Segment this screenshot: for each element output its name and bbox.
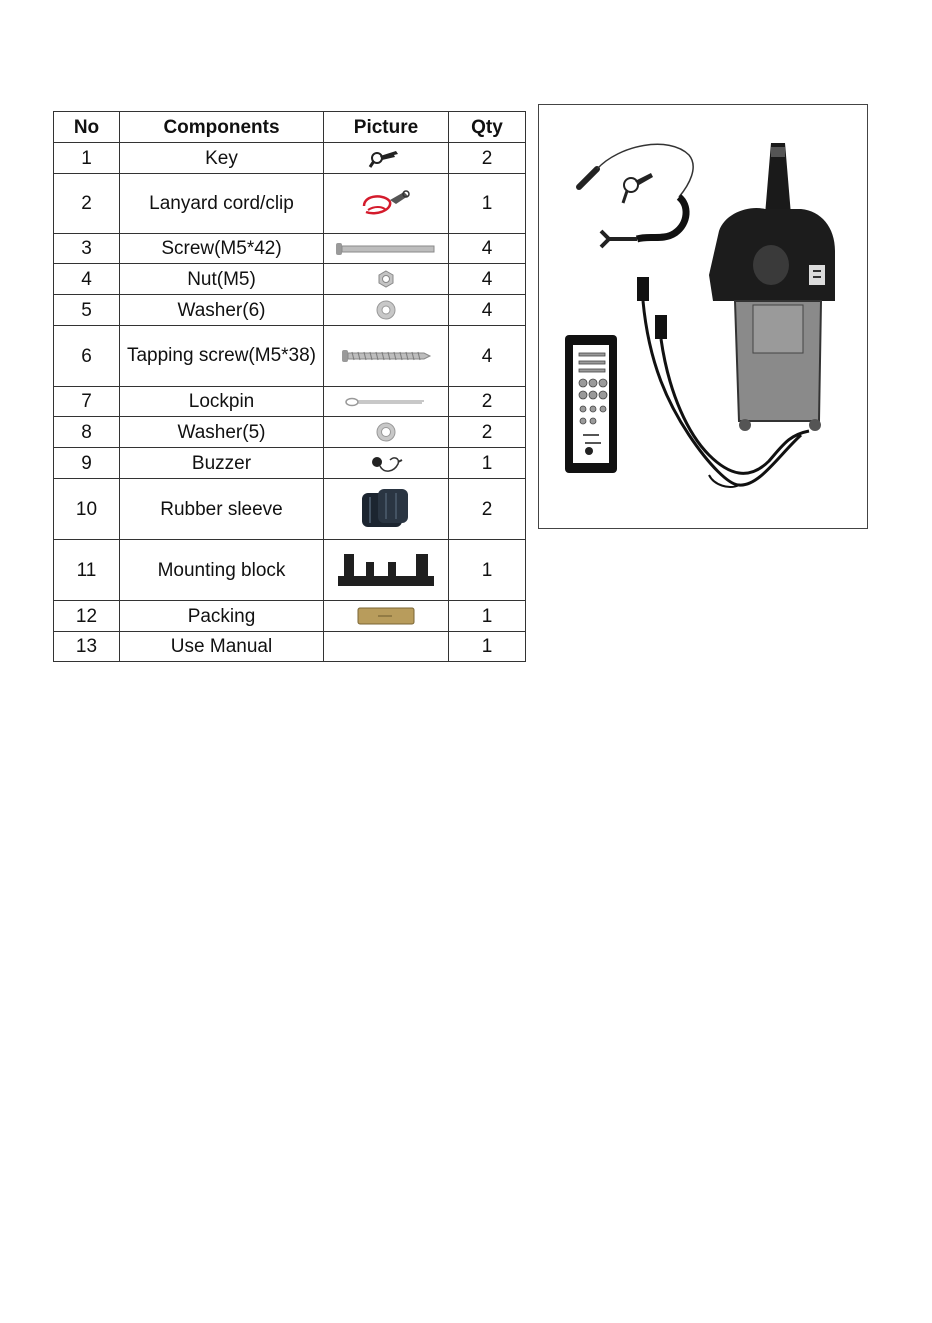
row-qty: 2 (449, 387, 526, 417)
row-picture (324, 417, 449, 448)
table-row (54, 417, 526, 448)
header-qty: Qty (449, 112, 526, 143)
header-components: Components (120, 112, 324, 143)
row-picture (324, 174, 449, 234)
row-qty: 1 (449, 174, 526, 234)
row-picture (324, 632, 449, 662)
row-picture (324, 601, 449, 632)
row-no: 13 (54, 632, 120, 662)
row-qty: 2 (449, 479, 526, 540)
row-qty: 2 (449, 417, 526, 448)
header-picture: Picture (324, 112, 449, 143)
row-qty: 4 (449, 295, 526, 326)
rubber-sleeve-icon (356, 485, 416, 533)
table-row (54, 387, 526, 417)
row-picture (324, 448, 449, 479)
row-qty: 1 (449, 632, 526, 662)
row-component: Rubber sleeve (120, 479, 324, 540)
row-qty: 1 (449, 601, 526, 632)
header-no: No (54, 112, 120, 143)
components-table (53, 111, 526, 662)
product-photo (538, 104, 868, 529)
row-picture (324, 234, 449, 264)
row-picture (324, 143, 449, 174)
table-row (54, 143, 526, 174)
row-component: Key (120, 143, 324, 174)
row-component: Use Manual (120, 632, 324, 662)
row-no: 6 (54, 326, 120, 387)
row-picture (324, 479, 449, 540)
table-row (54, 295, 526, 326)
row-picture (324, 295, 449, 326)
row-component: Screw(M5*42) (120, 234, 324, 264)
row-no: 3 (54, 234, 120, 264)
table-row (54, 540, 526, 601)
buzzer-icon (368, 452, 404, 474)
packing-icon (356, 605, 416, 627)
screw-icon (334, 241, 438, 257)
row-component: Lockpin (120, 387, 324, 417)
lanyard-icon (356, 184, 416, 224)
row-picture (324, 540, 449, 601)
row-picture (324, 264, 449, 295)
washer-icon (375, 299, 397, 321)
table-row (54, 234, 526, 264)
key-icon (366, 147, 406, 169)
row-no: 11 (54, 540, 120, 601)
table-row (54, 632, 526, 662)
row-no: 12 (54, 601, 120, 632)
mounting-block-icon (334, 548, 438, 592)
table-row (54, 326, 526, 387)
row-picture (324, 326, 449, 387)
remote-control-kit-photo (539, 105, 867, 528)
row-component: Lanyard cord/clip (120, 174, 324, 234)
row-component: Packing (120, 601, 324, 632)
table-row (54, 174, 526, 234)
row-qty: 2 (449, 143, 526, 174)
row-no: 9 (54, 448, 120, 479)
table-row (54, 448, 526, 479)
table-row (54, 479, 526, 540)
row-no: 5 (54, 295, 120, 326)
row-component: Buzzer (120, 448, 324, 479)
row-qty: 4 (449, 264, 526, 295)
row-qty: 4 (449, 234, 526, 264)
lockpin-icon (344, 396, 428, 408)
row-no: 2 (54, 174, 120, 234)
table-row (54, 264, 526, 295)
row-qty: 1 (449, 540, 526, 601)
row-component: Mounting block (120, 540, 324, 601)
row-qty: 1 (449, 448, 526, 479)
row-no: 4 (54, 264, 120, 295)
row-component: Washer(6) (120, 295, 324, 326)
row-picture (324, 387, 449, 417)
table-header-row (54, 112, 526, 143)
table-row (54, 601, 526, 632)
row-no: 10 (54, 479, 120, 540)
row-component: Tapping screw(M5*38) (120, 326, 324, 387)
nut-icon (377, 270, 395, 288)
row-no: 8 (54, 417, 120, 448)
row-qty: 4 (449, 326, 526, 387)
row-no: 7 (54, 387, 120, 417)
row-no: 1 (54, 143, 120, 174)
row-component: Washer(5) (120, 417, 324, 448)
tapping-screw-icon (340, 348, 432, 364)
row-component: Nut(M5) (120, 264, 324, 295)
washer-icon (375, 421, 397, 443)
